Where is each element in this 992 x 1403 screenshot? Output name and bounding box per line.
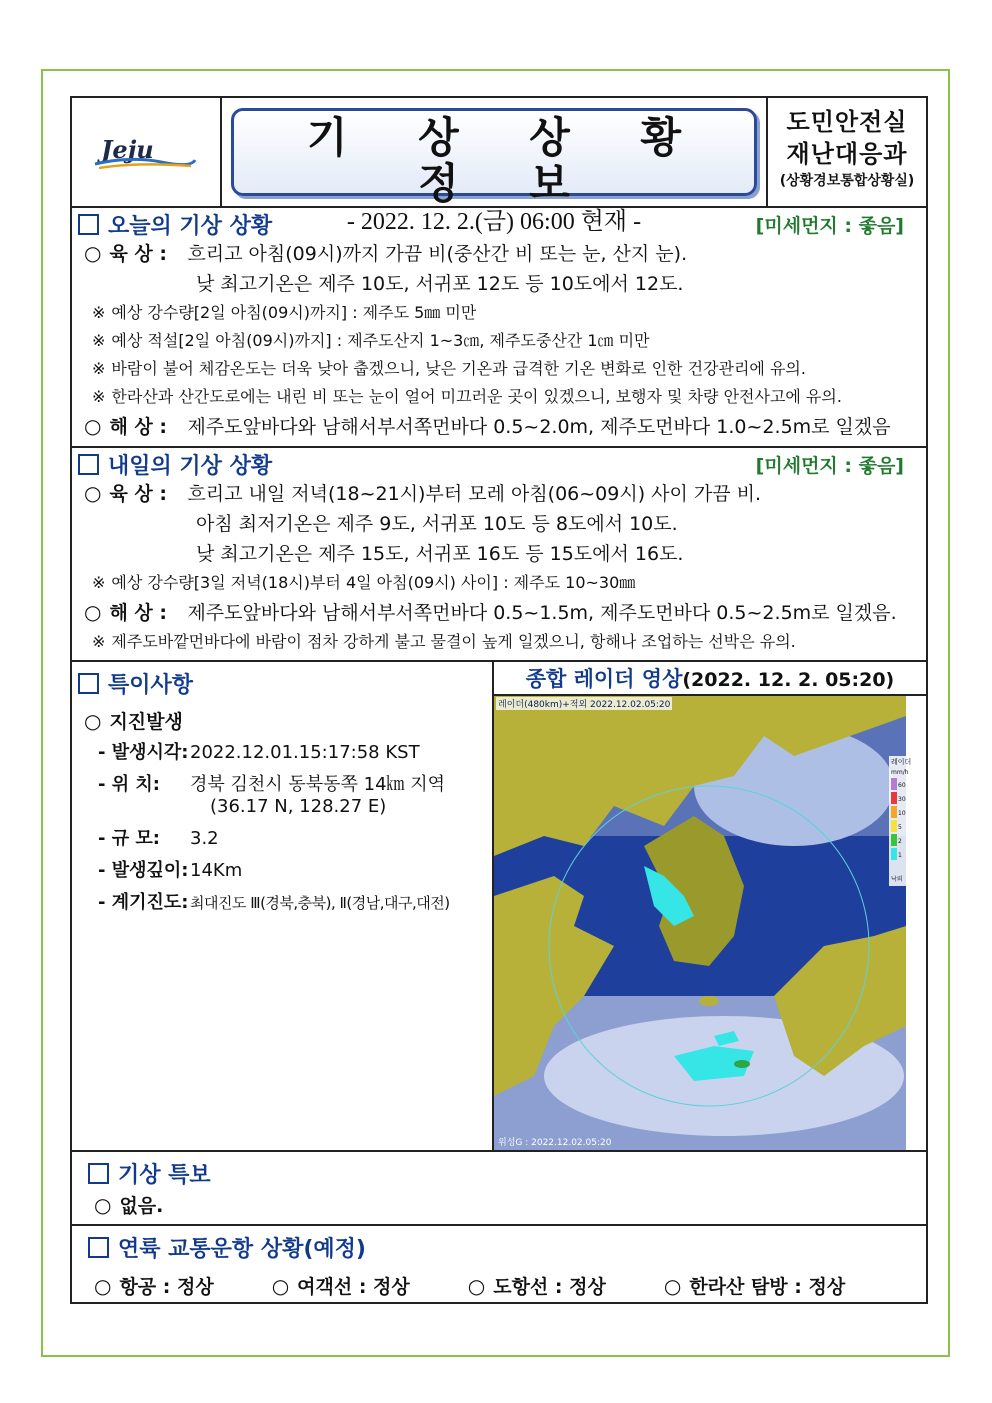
radar-section (494, 662, 926, 1150)
today-section: 오늘의 기상 상황 [미세먼지 : 좋음] ○ 육 상 : 흐리고 아침(09시)까지 가끔 비(중산간 비 또는 눈, 산지 눈). 낮 최고기온은 제주 10도, 서귀포 12도 등 10도에서 12도. ※ 예상 강수량[2일 아침(09시)까지] : 제주도 5㎜ 미만 ※ 예상 적설[2일 아침(09시)까지] : 제주도산지 1~3㎝, 제주도중산간 1㎝ 미만 ※ 바람이 불어 체감온도는 더욱 낮아 춥겠으니, 낮은 기온과 급격한 기온 변화로 인한 건강관리에 유의. ※ 한라산과 산간도로에는 내린 비 또는 눈이 얼어 미끄러운 곳이 있겠으니, 보행자 및 차량 안전사고에 유의. ○ 해 상 : 제주도앞바다와 남해서부서쪽먼바다 0.5~2.0m, 제주도먼바다 1.0~2.5m로 일겠음 (72, 208, 926, 448)
special-section: 특이사항 ○ 지진발생 - 발생시각: 2022.12.01.15:17:58 KST - 위 치: 경북 김천시 동북동쪽 14㎞ 지역 (36.17 N, 128.27 E) - 규 모: 3.2 - 발생깊이: 14Km - 계기진도: 최대진도 Ⅲ(경북,충북), Ⅱ(경남,대구,대전) (72, 662, 494, 1150)
note-icon: ※ (92, 573, 106, 592)
circle-icon: ○ (94, 1193, 112, 1217)
svg-text:60: 60 (898, 782, 906, 789)
checkbox-icon (88, 1163, 109, 1184)
checkbox-icon (78, 214, 99, 235)
circle-icon: ○ (84, 241, 102, 265)
special-and-radar (72, 662, 926, 1152)
page-subtitle: - 2022. 12. 2.(금) 06:00 현재 - (346, 209, 642, 235)
traffic-item: ○ 여객선 : 정상 (271, 1274, 410, 1298)
eq-depth: - 발생깊이: 14Km (98, 860, 243, 881)
title-box (231, 108, 757, 235)
jeju-logo-icon (91, 132, 201, 172)
svg-text:Jeju: Jeju (101, 135, 154, 164)
jeju-logo (72, 98, 222, 206)
checkbox-icon (78, 673, 99, 694)
svg-text:레이더: 레이더 (891, 758, 912, 766)
section-title: 기상 특보 (88, 1156, 910, 1190)
circle-icon: ○ (84, 481, 102, 505)
traffic-item: ○ 한라산 탐방 : 정상 (663, 1274, 846, 1298)
traffic-item: ○ 도항선 : 정상 (467, 1274, 606, 1298)
eq-intensity: - 계기진도: 최대진도 Ⅲ(경북,충북), Ⅱ(경남,대구,대전) (98, 892, 450, 913)
circle-icon: ○ (84, 709, 102, 733)
radar-title: 종합 레이더 영상(2022. 12. 2. 05:20) (494, 662, 926, 696)
svg-text:2: 2 (898, 838, 902, 845)
note-icon: ※ (92, 303, 106, 322)
page-title: 기 상 상 황 정 보 (306, 113, 710, 208)
circle-icon: ○ (84, 414, 102, 438)
traffic-section (72, 1226, 926, 1302)
section-title: 특이사항 (78, 666, 486, 700)
svg-text:30: 30 (898, 796, 906, 803)
warning-section: 기상 특보 ○ 없음. (72, 1152, 926, 1226)
svg-text:낙뢰: 낙뢰 (891, 876, 903, 883)
eq-time: - 발생시각: 2022.12.01.15:17:58 KST (98, 742, 420, 763)
note-icon: ※ (92, 359, 106, 378)
svg-text:10: 10 (898, 810, 906, 817)
circle-icon: ○ (84, 600, 102, 624)
eq-magnitude: - 규 모: 3.2 (98, 828, 219, 849)
note-icon: ※ (92, 632, 106, 651)
svg-text:mm/h: mm/h (891, 769, 909, 776)
checkbox-icon (88, 1237, 109, 1258)
section-title: 내일의 기상 상황 (78, 449, 272, 480)
radar-image: 레이더 mm/h 60 30 10 5 2 1 낙뢰 레이더(480km)+적외 2022.12.02.05:20 위성G : 2022.12.02.05:20 (494, 696, 906, 1150)
bulletin (70, 96, 928, 1304)
svg-text:1: 1 (898, 852, 902, 859)
section-title: 오늘의 기상 상황 (78, 209, 272, 240)
fine-dust-badge: [미세먼지 : 좋음] (755, 454, 904, 477)
note-icon: ※ (92, 331, 106, 350)
radar-map (494, 696, 912, 1150)
tomorrow-section: 내일의 기상 상황 [미세먼지 : 좋음] ○ 육 상 : 흐리고 내일 저녁(18~21시)부터 모레 아침(06~09시) 사이 가끔 비. 아침 최저기온은 제주 9도, 서귀포 10도 등 8도에서 10도. 낮 최고기온은 제주 15도, 서귀포 16도 등 15도에서 16도. ※ 예상 강수량[3일 저녁(18시)부터 4일 아침(09시) 사이] : 제주도 10~30㎜ ○ 해 상 : 제주도앞바다와 남해서부서쪽먼바다 0.5~1.5m, 제주도먼바다 0.5~2.5m로 일겠음. ※ 제주도바깥먼바다에 바람이 점차 강하게 불고 물결이 높게 일겠으니, 항해나 조업하는 선박은 유의. (72, 448, 926, 662)
eq-coords: (36.17 N, 128.27 E) (210, 796, 387, 817)
fine-dust-badge: [미세먼지 : 좋음] (755, 214, 904, 237)
department: 도민안전실 재난대응과 (상황경보통합상황실) (779, 108, 915, 189)
eq-location: - 위 치: 경북 김천시 동북동쪽 14㎞ 지역 (98, 774, 446, 795)
section-title: 연륙 교통운항 상황(예정) (88, 1230, 910, 1264)
note-icon: ※ (92, 387, 106, 406)
checkbox-icon (78, 454, 99, 475)
svg-text:5: 5 (898, 824, 902, 831)
traffic-item: ○ 항공 : 정상 (94, 1274, 214, 1298)
